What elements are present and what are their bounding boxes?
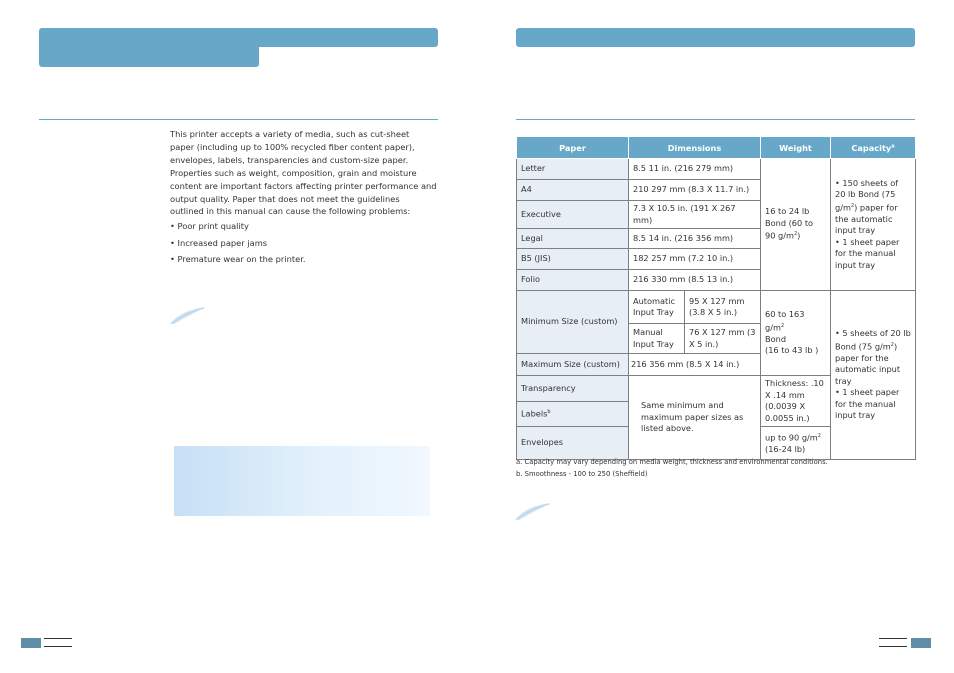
dim-a4: 210 297 mm (8.3 X 11.7 in.) — [629, 180, 761, 201]
problem-item: • Poor print quality — [170, 221, 249, 231]
row-label-maximum-size: Maximum Size (custom) — [517, 354, 629, 376]
intro-line: output quality. Paper that does not meet the guidelines — [170, 193, 400, 204]
dim-same-as-above: Same minimum and maximum paper sizes as listed above. — [629, 376, 761, 460]
capacity-special: • 5 sheets of 20 lb Bond (75 $g/m^2$) paper for the automatic input tray • 1 sheet paper for the manual input tray — [831, 291, 916, 460]
intro-line: envelopes, labels, transparencies and custom-size paper. — [170, 154, 409, 165]
row-label-letter: Letter — [517, 159, 629, 180]
problem-item: • Increased paper jams — [170, 237, 268, 248]
row-label-transparency: Transparency — [517, 376, 629, 402]
right-page-line — [879, 646, 907, 647]
weight-standard: 16 to 24 lb Bond (60 to 90 $g/m^2$) — [761, 159, 831, 291]
weight-envelopes: up to 90 $g/m^2$ (16-24 lb) — [761, 427, 831, 460]
left-section-rule — [39, 119, 438, 120]
note-feather-icon — [168, 306, 208, 326]
header-dimensions: Dimensions — [629, 137, 761, 159]
right-page-marker — [911, 638, 931, 648]
intro-line: content are important factors affecting printer performance and — [170, 180, 437, 191]
weight-custom: 60 to 163 $g/m^2$ Bond (16 to 43 lb ) — [761, 291, 831, 376]
dim-letter: 8.5 11 in. (216 279 mm) — [629, 159, 761, 180]
auto-tray-dim: 95 X 127 mm (3.8 X 5 in.) — [685, 291, 761, 324]
row-label-a4: A4 — [517, 180, 629, 201]
header-paper: Paper — [517, 137, 629, 159]
dim-folio: 216 330 mm (8.5 13 in.) — [629, 270, 761, 291]
footnote-b: b. Smoothness - 100 to 250 (Sheffield) — [516, 470, 648, 478]
left-page-line — [44, 646, 72, 647]
dim-executive: 7.3 X 10.5 in. (191 X 267 mm) — [629, 201, 761, 229]
header-weight: Weight — [761, 137, 831, 159]
manual-tray-dim: 76 X 127 mm (3 X 5 in.) — [685, 324, 761, 354]
intro-line: Properties such as weight, composition, grain and moisture — [170, 167, 417, 178]
problem-item: • Premature wear on the printer. — [170, 254, 306, 264]
right-header-bar — [516, 28, 915, 47]
left-page-marker — [21, 638, 41, 648]
left-chapter-header-tab — [39, 28, 259, 67]
row-label-executive: Executive — [517, 201, 629, 229]
row-label-minimum-size: Minimum Size (custom) — [517, 291, 629, 354]
left-header-bar — [250, 28, 438, 47]
dim-legal: 8.5 14 in. (216 356 mm) — [629, 229, 761, 249]
manual-tray-label: Manual Input Tray — [629, 324, 685, 354]
row-label-envelopes: Envelopes — [517, 427, 629, 460]
left-page-line — [44, 638, 72, 639]
intro-line: outlined in this manual can cause the following problems: — [170, 206, 411, 217]
row-label-labels: Labels$^b$ — [517, 402, 629, 427]
weight-thickness: Thickness: .10 X .14 mm (0.0039 X 0.0055 in.) — [761, 376, 831, 427]
row-label-legal: Legal — [517, 229, 629, 249]
intro-paragraph — [170, 128, 442, 218]
capacity-standard: • 150 sheets of 20 lb Bond (75 $g/m^2$) paper for the automatic input tray • 1 sheet paper for the manual input tray — [831, 159, 916, 291]
row-label-folio: Folio — [517, 270, 629, 291]
paper-spec-table — [516, 136, 916, 460]
problem-list — [170, 221, 442, 271]
right-page-line — [879, 638, 907, 639]
right-section-rule — [516, 119, 915, 120]
row-label-b5: B5 (JIS) — [517, 249, 629, 270]
auto-tray-label: Automatic Input Tray — [629, 291, 685, 324]
note-box — [174, 446, 430, 516]
intro-line: paper (including up to 100% recycled fiber content paper), — [170, 141, 415, 152]
dim-maximum-size: 216 356 mm (8.5 X 14 in.) — [629, 354, 761, 376]
intro-line: This printer accepts a variety of media, such as cut-sheet — [170, 129, 410, 139]
dim-b5: 182 257 mm (7.2 10 in.) — [629, 249, 761, 270]
footnote-a: a. Capacity may vary depending on media weight, thickness and environmental conditions. — [516, 458, 828, 466]
note-feather-icon — [513, 502, 553, 522]
header-capacity: Capacity$^a$ — [831, 137, 916, 159]
